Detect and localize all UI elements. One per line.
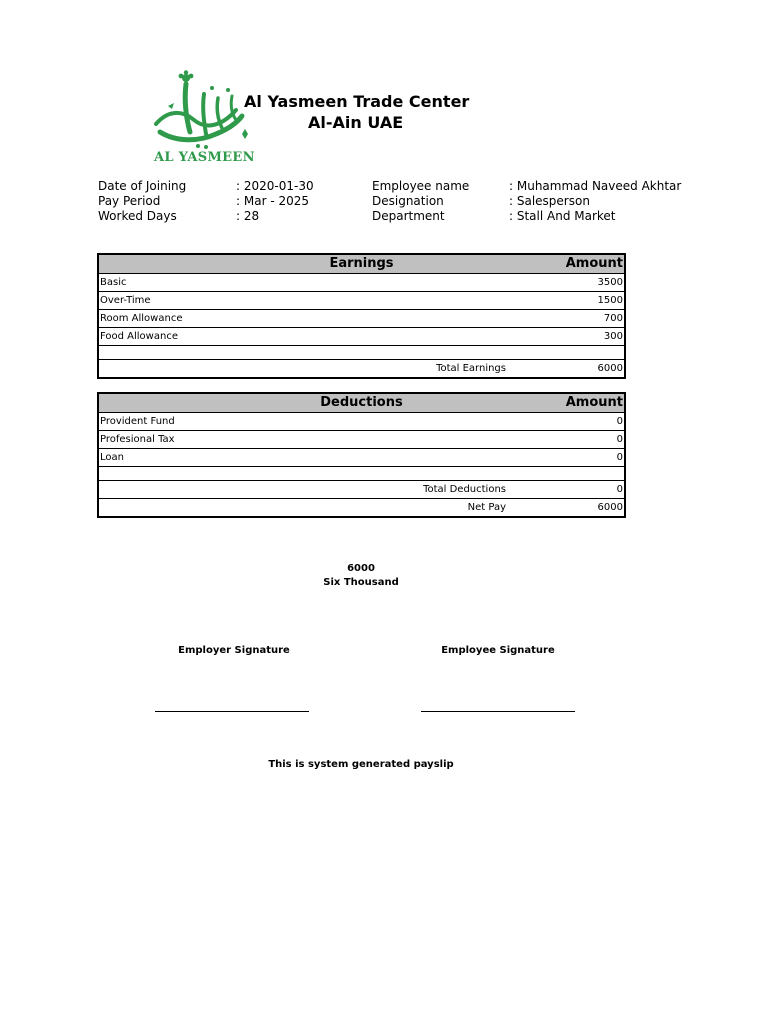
earning-label: Room Allowance — [100, 313, 183, 324]
deductions-total-row — [99, 481, 624, 499]
info-value-date-of-joining: : 2020-01-30 — [236, 179, 314, 193]
earning-value: 300 — [603, 331, 623, 342]
deduction-value: 0 — [616, 416, 623, 427]
table-row — [99, 328, 624, 346]
earnings-header — [99, 255, 624, 274]
employer-signature-line — [155, 711, 309, 712]
earning-label: Basic — [100, 277, 127, 288]
table-row — [99, 310, 624, 328]
company-logo — [146, 70, 254, 168]
deduction-value: 0 — [616, 434, 623, 445]
total-deductions-value: 0 — [616, 484, 623, 495]
net-pay-label: Net Pay — [467, 502, 506, 513]
employee-signature-line — [421, 711, 575, 712]
table-row — [99, 292, 624, 310]
info-value-department: : Stall And Market — [509, 209, 616, 223]
net-pay-words: Six Thousand — [323, 577, 399, 588]
info-label-pay-period: Pay Period — [98, 194, 161, 208]
deductions-table — [97, 392, 626, 518]
deduction-label: Profesional Tax — [100, 434, 175, 445]
earning-label: Food Allowance — [100, 331, 178, 342]
earning-value: 700 — [603, 313, 623, 324]
total-earnings-value: 6000 — [597, 363, 623, 374]
earnings-amount-header: Amount — [565, 256, 623, 271]
deductions-header — [99, 394, 624, 413]
net-pay-figure: 6000 — [347, 563, 375, 574]
info-label-department: Department — [372, 209, 445, 223]
earnings-total-row — [99, 360, 624, 377]
earnings-table — [97, 253, 626, 379]
deduction-label: Loan — [100, 452, 124, 463]
info-value-worked-days: : 28 — [236, 209, 260, 223]
deduction-value: 0 — [616, 452, 623, 463]
earning-value: 3500 — [597, 277, 623, 288]
table-row-blank — [99, 467, 624, 481]
deductions-amount-header: Amount — [565, 395, 623, 410]
info-label-worked-days: Worked Days — [98, 209, 177, 223]
info-label-date-of-joining: Date of Joining — [98, 179, 187, 193]
company-name: Al Yasmeen Trade Center — [244, 92, 470, 111]
info-value-employee-name: : Muhammad Naveed Akhtar — [509, 179, 682, 193]
net-pay-value: 6000 — [597, 502, 623, 513]
deduction-label: Provident Fund — [100, 416, 175, 427]
info-value-pay-period: : Mar - 2025 — [236, 194, 309, 208]
footer-note: This is system generated payslip — [268, 759, 454, 770]
employer-signature-label: Employer Signature — [178, 645, 290, 656]
table-row — [99, 413, 624, 431]
table-row-blank — [99, 346, 624, 360]
table-row — [99, 449, 624, 467]
earning-value: 1500 — [597, 295, 623, 306]
logo-wordmark: AL YASMEEN — [154, 150, 255, 165]
info-value-designation: : Salesperson — [509, 194, 590, 208]
earnings-title: Earnings — [329, 256, 394, 271]
employee-signature-label: Employee Signature — [441, 645, 555, 656]
deductions-title: Deductions — [320, 395, 403, 410]
net-pay-row — [99, 499, 624, 516]
info-label-designation: Designation — [372, 194, 444, 208]
company-city: Al-Ain UAE — [308, 113, 404, 132]
earning-label: Over-Time — [100, 295, 151, 306]
total-earnings-label: Total Earnings — [436, 363, 506, 374]
logo-calligraphy-graphic — [146, 70, 254, 152]
total-deductions-label: Total Deductions — [423, 484, 506, 495]
table-row — [99, 431, 624, 449]
info-label-employee-name: Employee name — [372, 179, 470, 193]
table-row — [99, 274, 624, 292]
